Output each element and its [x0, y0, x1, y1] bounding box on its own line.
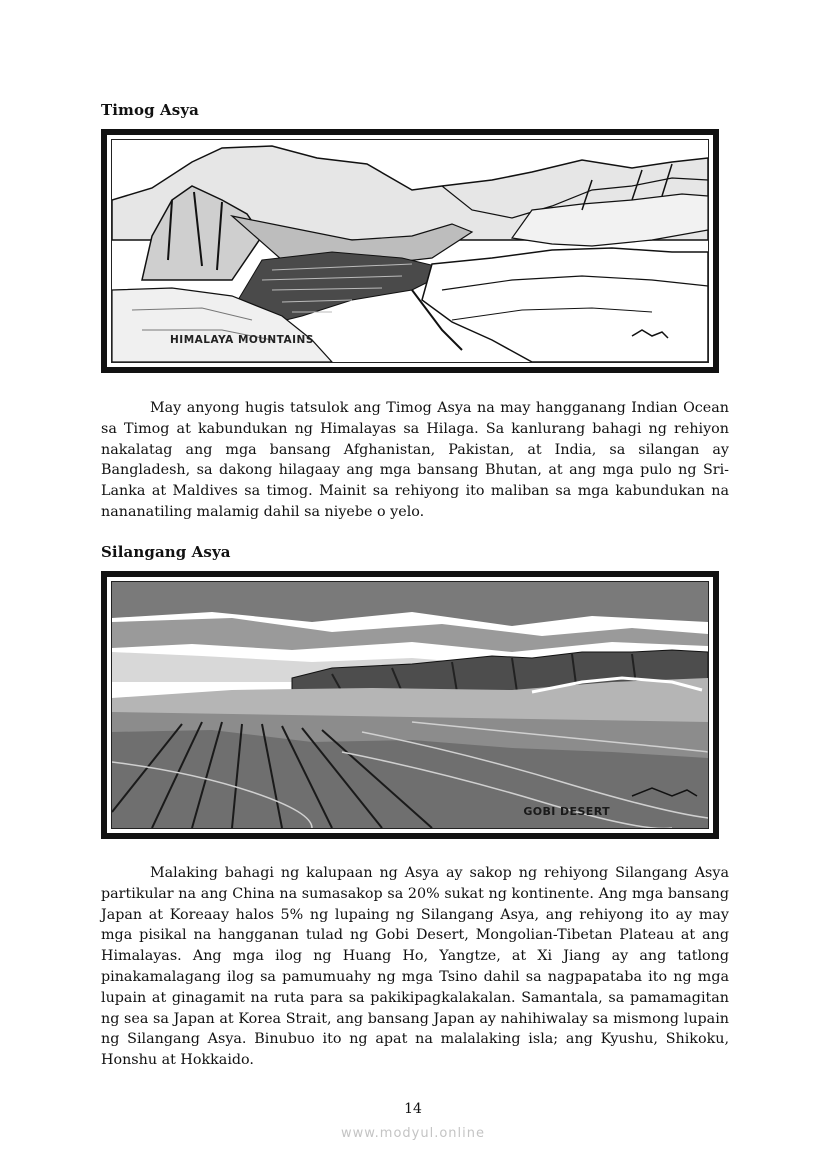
footer-watermark: www.modyul.online	[340, 1126, 486, 1141]
gobi-caption: GOBI DESERT	[523, 805, 610, 818]
page-number: 14	[404, 1101, 422, 1117]
himalaya-caption: HIMALAYA MOUNTAINS	[170, 334, 314, 346]
himalaya-illustration-frame	[101, 129, 719, 373]
gobi-illustration-frame	[101, 571, 719, 839]
himalaya-mountains-illustration	[111, 139, 709, 363]
silangang-asya-paragraph: Malaking bahagi ng kalupaan ng Asya ay sakop ng rehiyong Silangang Asya partikular na ang China na sumasakop sa 20% sukat ng kontinente. Ang mga bansang Japan at Koreaay halos 5% ng lupaing ng Silangang Asya, ang rehiyong ito ay may mga pisikal na hangganan tulad ng Gobi Desert, Mongolian-Tibetan Plateau at ang Himalayas. Ang mga ilog ng Huang Ho, Yangtze, at Xi Jiang ay ang tatlong pinakamalagang ilog sa pamumuahy ng mga Tsino dahil sa nagpapataba ito ng mga lupain at ginagamit na ruta para sa pakikipagkalakalan. Samantala, sa pamamagitan ng sea sa Japan at Korea Strait, ang bansang Japan ay nahihiwalay sa mismong lupain ng Silangang Asya. Binubuo ito ng apat na malalaking isla; ang Kyushu, Shikoku, Honshu at Hokkaido.	[101, 865, 729, 1069]
gobi-desert-illustration	[111, 581, 709, 829]
timog-asya-paragraph: May anyong hugis tatsulok ang Timog Asya na may hangganang Indian Ocean sa Timog at kabundukan ng Himalayas sa Hilaga. Sa kanlurang bahagi ng rehiyon nakalatag ang mga bansang Afghanistan, Pakistan, at India, sa silangan ay Bangladesh, sa dakong hilagaay ang mga bansang Bhutan, at ang mga pulo ng Sri-Lanka at Maldives sa timog. Mainit sa rehiyong ito maliban sa mga kabundukan na nananatiling malamig dahil sa niyebe o yelo.	[101, 400, 729, 520]
section-heading-timog-asya: Timog Asya	[101, 101, 199, 119]
section-heading-silangang-asya: Silangang Asya	[101, 543, 231, 561]
